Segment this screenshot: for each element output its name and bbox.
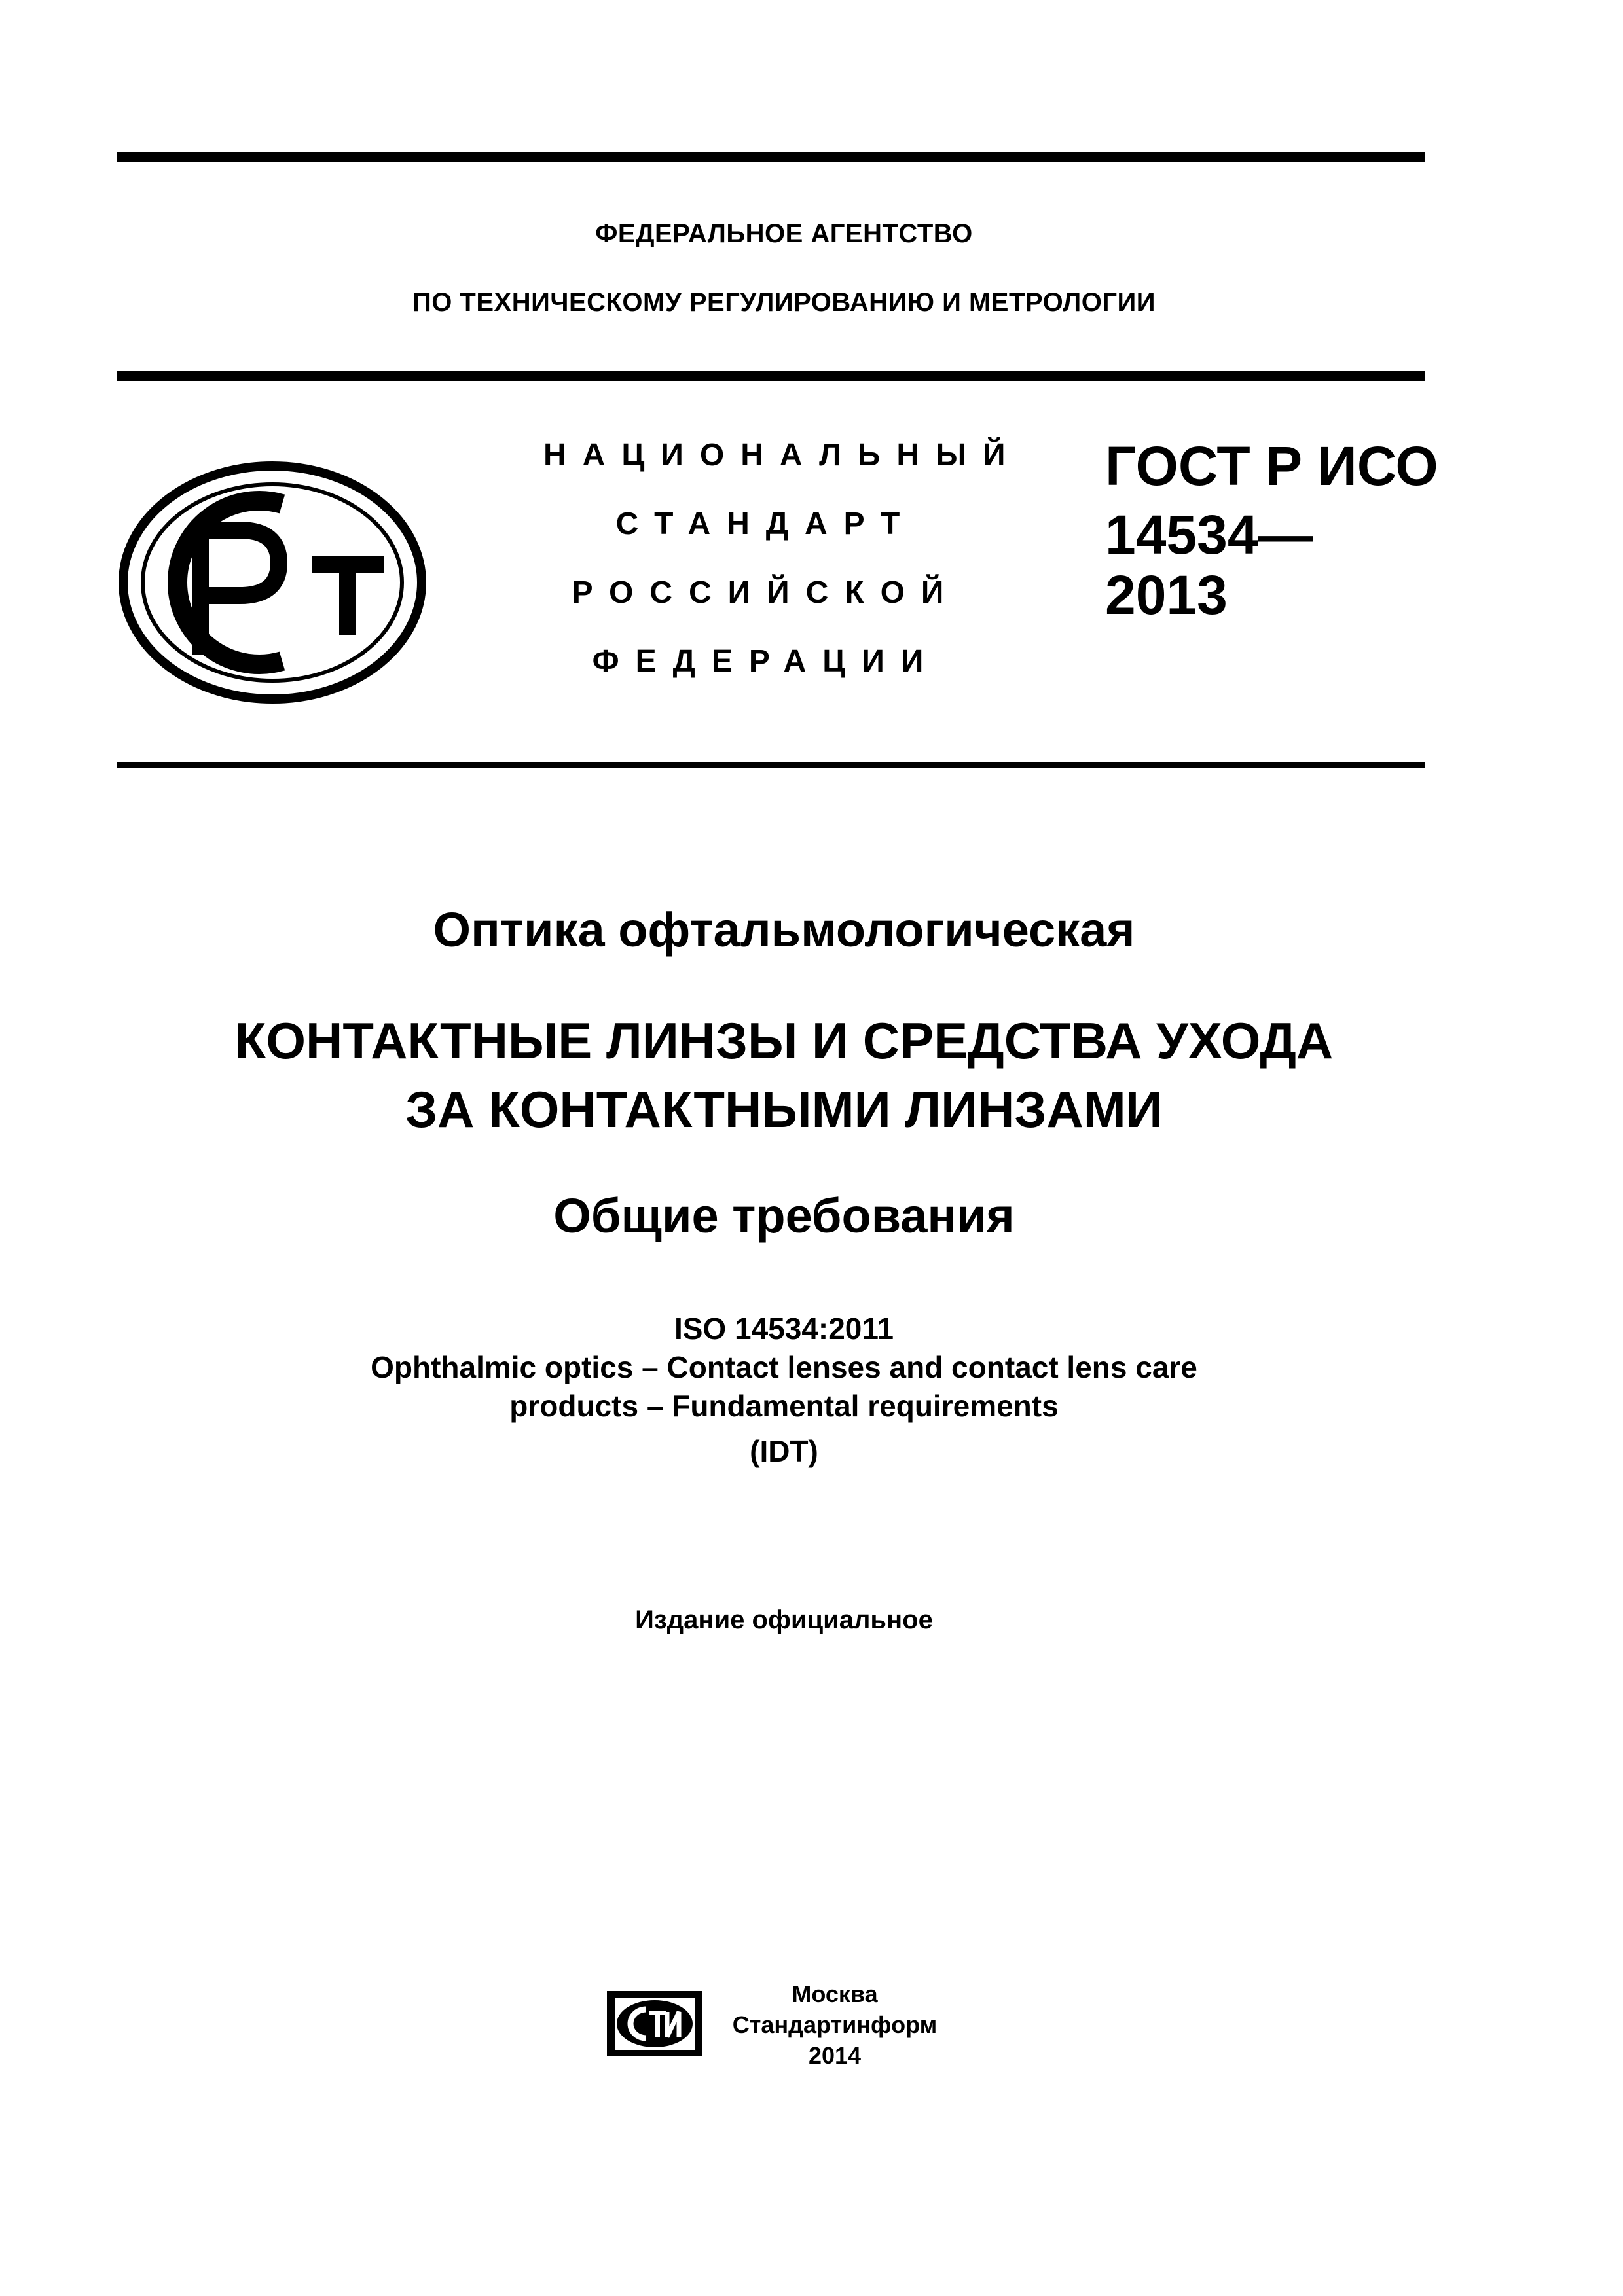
national-line-4: ФЕДЕРАЦИИ — [592, 644, 940, 679]
iso-title-line-1: Ophthalmic optics – Contact lenses and contact lens care — [371, 1350, 1197, 1384]
publisher-city: Москва — [792, 1981, 878, 2007]
middle-rule — [117, 371, 1425, 381]
designation-line-2: 14534— — [1105, 504, 1313, 565]
title-field: Оптика офтальмологическая — [433, 903, 1135, 957]
iso-title-line-2: products – Fundamental requirements — [509, 1389, 1059, 1423]
publisher-year: 2014 — [808, 2042, 862, 2069]
title-main-line-1: КОНТАКТНЫЕ ЛИНЗЫ И СРЕДСТВА УХОДА — [234, 1012, 1334, 1069]
national-line-2: СТАНДАРТ — [615, 507, 917, 541]
edition-label: Издание официальное — [635, 1605, 933, 1634]
rst-logo-icon — [115, 458, 429, 707]
publisher-name: Стандартинформ — [732, 2011, 938, 2038]
lower-rule — [117, 762, 1425, 768]
designation-line-3: 2013 — [1105, 564, 1228, 626]
top-rule — [117, 152, 1425, 162]
publisher-logo-icon — [606, 1990, 704, 2058]
title-subtitle: Общие требования — [553, 1189, 1015, 1243]
title-main-line-2: ЗА КОНТАКТНЫМИ ЛИНЗАМИ — [405, 1081, 1163, 1138]
agency-line-2: ПО ТЕХНИЧЕСКОМУ РЕГУЛИРОВАНИЮ И МЕТРОЛОГИИ — [412, 288, 1156, 317]
designation-line-1: ГОСТ Р ИСО — [1105, 435, 1438, 497]
national-line-3: РОССИЙСКОЙ — [572, 575, 960, 610]
iso-equivalence: (IDT) — [750, 1434, 818, 1468]
national-line-1: НАЦИОНАЛЬНЫЙ — [543, 438, 1022, 473]
iso-number: ISO 14534:2011 — [674, 1312, 894, 1346]
agency-line-1: ФЕДЕРАЛЬНОЕ АГЕНТСТВО — [595, 219, 973, 248]
